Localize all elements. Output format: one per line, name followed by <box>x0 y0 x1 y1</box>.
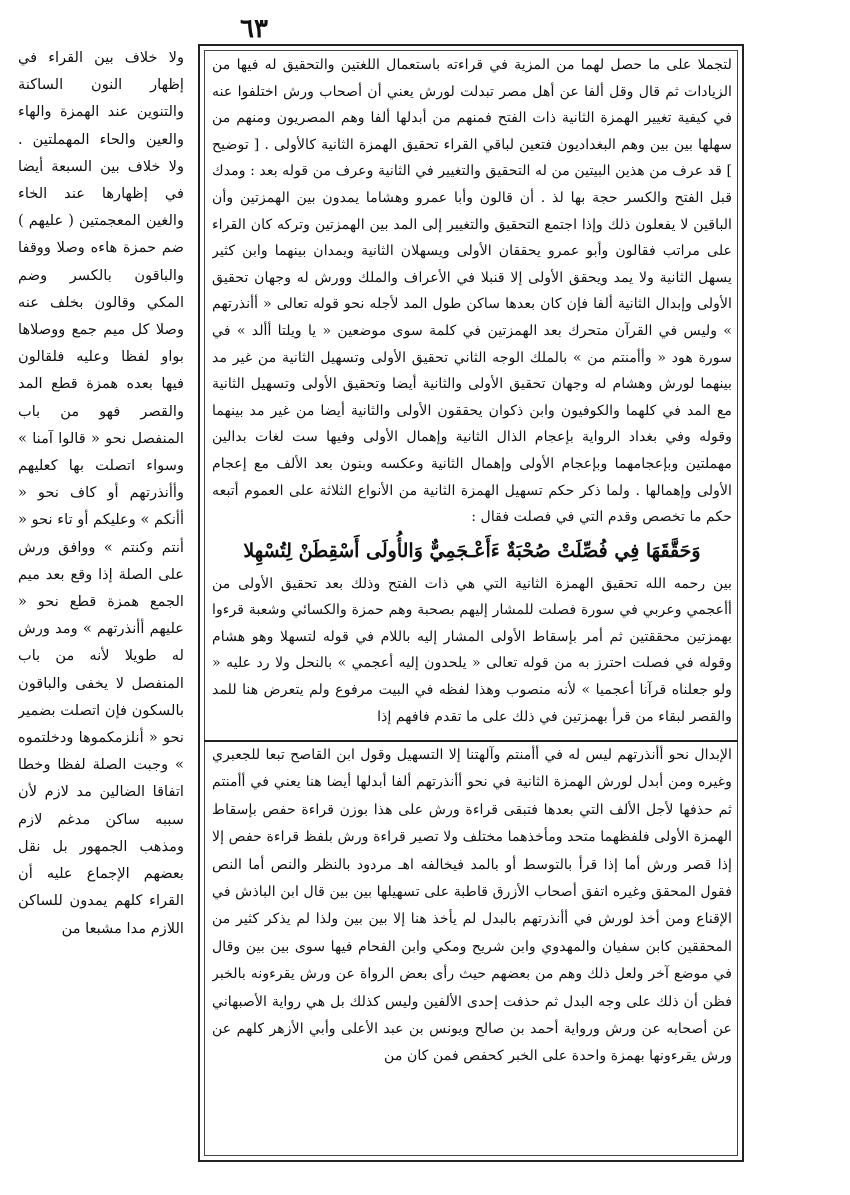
main-upper-section <box>212 52 732 738</box>
verse-commentary: بين رحمه الله تحقيق الهمزة الثانية التي هي ذات الفتح وذلك بعد تحقيق الأولى من أأعجمي وعربي في سورة فصلت للمشار إليهم بصحبة وهم حمزة والكسائي وشعبة قرءوا بهمزتين محققتين ثم أمر بإسقاط الأولى المشار إليه باللام في قوله لتسهلا وهو هشام وقوله في فصلت احترز به من قوله تعالى « يلحدون إليه أعجمي » بالنحل ولا رد عليه « ولو جعلناه قرآنا أعجميا » لأنه منصوب وهذا لفظه في البيت مرفوع ولم يتعرض هنا للمد والقصر لبقاء من قرأ بهمزتين في ذلك على ما تقدم فافهم إذا <box>212 575 732 725</box>
margin-commentary-text: ولا خلاف بين القراء في إظهار النون الساكنة والتنوين عند الهمزة والهاء والعين والحاء المهملتين . ولا خلاف بين السبعة أيضا في إظهارها عند الخاء والغين المعجمتين ( عليهم ) ضم حمزة هاءه وصلا ووقفا والباقون بالكسر وضم المكي وقالون بخلف عنه وصلا كل ميم جمع ووصلاها بواو لفظا وعليه فلقالون فيها بعده همزة قطع المد والقصر فهو من باب المنفصل نحو « قالوا آمنا » وسواء اتصلت بها كعليهم وأأنذرتهم أو كاف نحو « أأنكم » وعليكم أو تاء نحو « أنتم وكنتم » ووافق ورش على الصلة إذا وقع بعد ميم الجمع همزة قطع نحو « عليهم أأنذرتهم » ومد ورش له طويلا لأنه من باب المنفصل لا يخفى والباقون بالسكون فإن اتصلت بضمير نحو « أنلزمكموها ودخلتموه » وجبت الصلة لفظا وخطا اتفاقا الضالين مد لازم لأن سببه ساكن مدغم لازم ومذهب الجمهور بل نقل بعضهم الإجماع عليه أن القراء كلهم يمدون للساكن اللازم مدا مشبعا من <box>18 49 184 937</box>
main-upper-paragraph: لتجملا على ما حصل لهما من المزية في قراءته باستعمال اللغتين والتحقيق له فيها من الزيادات ثم قال وقل ألفا عن أهل مصر تبدلت لورش يعني أن أصحاب ورش اختلفوا عنه في كيفية تغيير الهمزة الثانية ذات الفتح فمنهم من أبدلها ألفا وهم المصريون ومنهم من سهلها بين بين وهم البغداديون فتعين لباقي القراء تحقيق الهمزة الثانية كالأولى . [ توضيح ] قد عرف من هذين البيتين من له التحقيق والتغيير في الثانية وعرف من قوله بعد : ومدك قبل الفتح والكسر حجة بها لذ . أن قالون وأبا عمرو وهشاما يمدون بين الهمزتين وأن الباقين لا يفعلون ذلك وإذا اجتمع التحقيق والتغيير إلى المد بين الهمزتين وتركه كان القراء على مراتب فقالون وأبو عمرو يحققان الأولى ويسهلان الثانية ويمدان بينهما وابن كثير يسهل الثانية ولا يمد ويحقق الأولى إلا قنبلا في الأعراف والملك وورش له وجهان تحقيق الأولى وإبدال الثانية ألفا فإن كان بعدها ساكن طول المد لأجله نحو قوله تعالى « أأنذرتهم » وليس في القرآن متحرك بعد الهمزتين في كلمة سوى موضعين « يا ويلتا أألد » في سورة هود « وأأمنتم من » بالملك الوجه الثاني تحقيق الأولى وتسهيل الثانية من غير مد بينهما لورش وهشام له وجهان تحقيق الأولى والثانية أيضا وتحقيق الأولى وتسهيل الثانية مع المد في كلهما والكوفيون وابن ذكوان يحققون الأولى والثانية أيضا من غير مد بينهما وقوله وفي بغداد الرواية بإعجام الذال الثانية وإهمال الأولى وفيها ست لغات بدالين مهملتين وبإعجامهما وبإعجام الأولى وإهمال الثانية وعكسه وبنون بعد الألف مع إعجام الأولى وإهمالها . ولما ذكر حكم تسهيل الهمزة الثانية من الأنواع الثلاثة على العموم أتبعه حكم ما تخصص وقدم التي في فصلت فقال : <box>212 57 732 526</box>
page-number: ٦٣ <box>240 14 268 44</box>
footnote-text: الإبدال نحو أأنذرتهم ليس له في أأمنتم وآلهتنا إلا التسهيل وقول ابن القاصح تبعا للجعبري وغيره ومن أبدل لورش الهمزة الثانية في نحو أأنذرتهم ألفا أبدلها أيضا هنا يعني في أأمنتم ثم حذفها لأجل الألف التي بعدها فتبقى قراءة ورش على هذا بوزن قراءة حفص بإسقاط الهمزة الأولى فلفظهما متحد ومأخذهما مختلف ولا تصير قراءة ورش بلفظ قراءة حفص إلا إذا قصر ورش أما إذا قرأ بالتوسط أو بالمد فيخالفه اهـ مردود بالنظر والنص أما النص فقول المحقق وغيره اتفق أصحاب الأزرق قاطبة على تسهيلها بين بين قال ابن الباذش في الإقناع ومن أخذ لورش في أأنذرتهم بالبدل لم يأخذ هنا إلا بين بين ولذا لم يذكر كثير من المحققين كابن سفيان والمهدوي وابن شريح ومكي وابن الفحام فيها سوى بين بين وقال في موضع آخر ولعل ذلك وهم من بعضهم حيث رأى بعض الرواة عن ورش يقرءونه بالخبر فظن أن ذلك على وجه البدل ثم حذفت إحدى الألفين وليس كذلك بل هي رواية الأصبهاني عن أصحابه عن ورش ورواية أحمد بن صالح ويونس بن عبد الأعلى وأبي الأزهر كلهم عن ورش يقرءونها بهمزة واحدة على الخبر كحفص فمن كان من <box>212 747 732 1065</box>
main-text-column <box>212 52 732 738</box>
poem-verse: وَحَقَّقَهَا فِي فُصِّلَتْ صُحْبَةٌ ءَأَعْـجَمِيٌّ وَالأُولَى أَسْقِطَنْ لِتُسْهِلا <box>243 539 701 562</box>
margin-commentary-column <box>18 44 184 1164</box>
footnote-section <box>212 742 732 1152</box>
